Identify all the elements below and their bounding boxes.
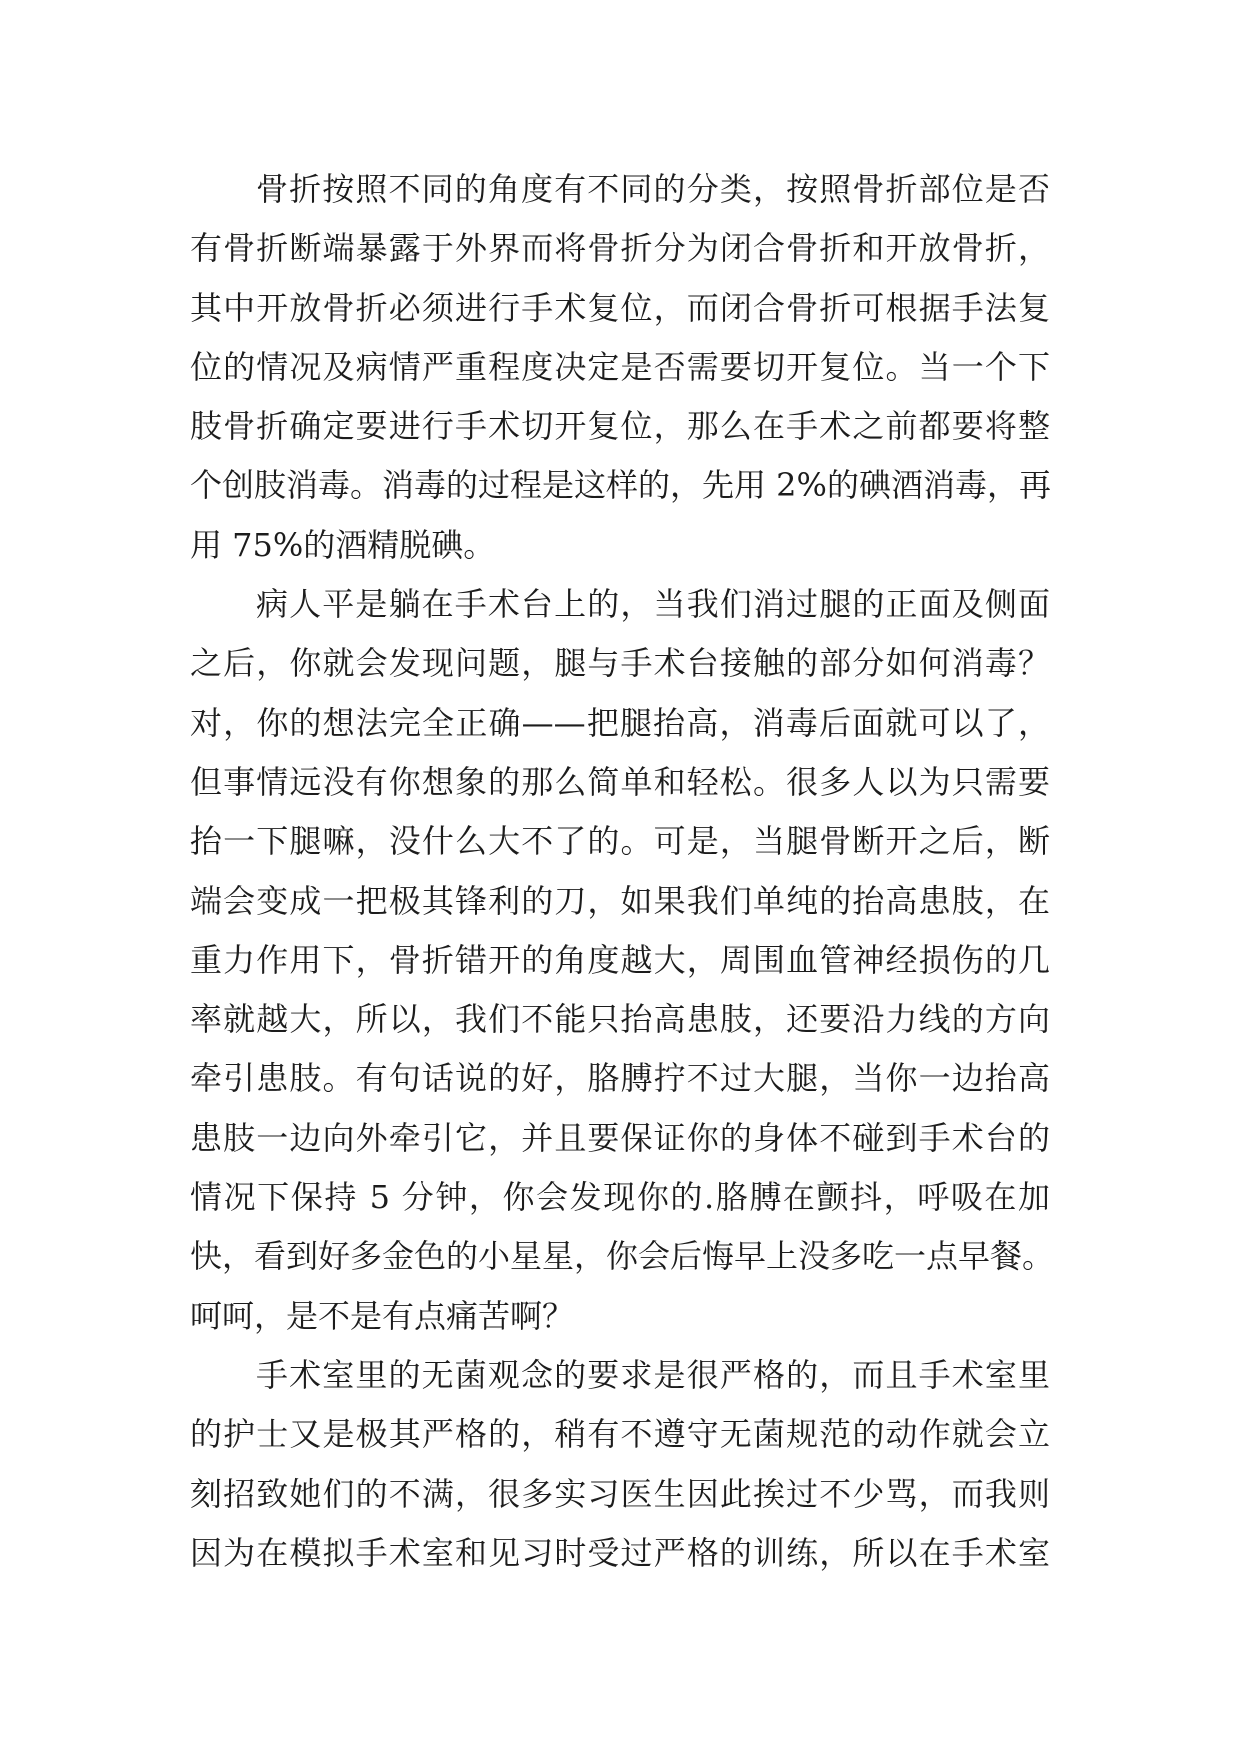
paragraph-3-line-2: 的护士又是极其严格的，稍有不遵守无菌规范的动作就会立 xyxy=(190,1415,1050,1454)
paragraph-3-line-4: 因为在模拟手术室和见习时受过严格的训练，所以在手术室 xyxy=(190,1533,1050,1572)
paragraph-2-line-3: 对，你的想法完全正确——把腿抬高，消毒后面就可以了， xyxy=(190,703,1050,742)
paragraph-2-line-7: 重力作用下，骨折错开的角度越大，周围血管神经损伤的几 xyxy=(190,940,1050,979)
paragraph-1-line-7: 用 75%的酒精脱碘。 xyxy=(190,525,496,564)
paragraph-3-line-1: 手术室里的无菌观念的要求是很严格的，而且手术室里 xyxy=(256,1355,1050,1394)
paragraph-3-line-3: 刻招致她们的不满，很多实习医生因此挨过不少骂，而我则 xyxy=(190,1474,1050,1513)
paragraph-2-line-1: 病人平是躺在手术台上的，当我们消过腿的正面及侧面 xyxy=(256,585,1050,624)
paragraph-1-line-1: 骨折按照不同的角度有不同的分类，按照骨折部位是否 xyxy=(256,170,1050,208)
paragraph-2-line-5: 抬一下腿嘛，没什么大不了的。可是，当腿骨断开之后，断 xyxy=(190,822,1050,861)
paragraph-2-line-2: 之后，你就会发现问题，腿与手术台接触的部分如何消毒？ xyxy=(190,644,1050,683)
paragraph-2-line-10: 患肢一边向外牵引它，并且要保证你的身体不碰到手术台的 xyxy=(190,1118,1050,1157)
paragraph-1-line-2: 有骨折断端暴露于外界而将骨折分为闭合骨折和开放骨折， xyxy=(190,229,1050,268)
paragraph-1-line-6: 个创肢消毒。消毒的过程是这样的，先用 2%的碘酒消毒，再 xyxy=(190,466,1051,505)
paragraph-2-line-9: 牵引患肢。有句话说的好，胳膊拧不过大腿，当你一边抬高 xyxy=(190,1059,1050,1098)
paragraph-1-line-5: 肢骨折确定要进行手术切开复位，那么在手术之前都要将整 xyxy=(190,407,1050,446)
paragraph-2-line-4: 但事情远没有你想象的那么简单和轻松。很多人以为只需要 xyxy=(190,762,1050,801)
paragraph-2-line-6: 端会变成一把极其锋利的刀，如果我们单纯的抬高患肢，在 xyxy=(190,881,1050,920)
paragraph-2-line-13: 呵呵，是不是有点痛苦啊？ xyxy=(190,1296,575,1335)
paragraph-2-line-11: 情况下保持 5 分钟，你会发现你的.胳膊在颤抖，呼吸在加 xyxy=(190,1178,1050,1217)
paragraph-2-line-8: 率就越大，所以，我们不能只抬高患肢，还要沿力线的方向 xyxy=(190,1000,1050,1039)
paragraph-1-line-4: 位的情况及病情严重程度决定是否需要切开复位。当一个下 xyxy=(190,347,1050,386)
paragraph-2-line-12: 快，看到好多金色的小星星，你会后悔早上没多吃一点早餐。 xyxy=(190,1237,1055,1276)
document-body xyxy=(190,160,1055,1583)
paragraph-1-line-3: 其中开放骨折必须进行手术复位，而闭合骨折可根据手法复 xyxy=(190,288,1050,327)
